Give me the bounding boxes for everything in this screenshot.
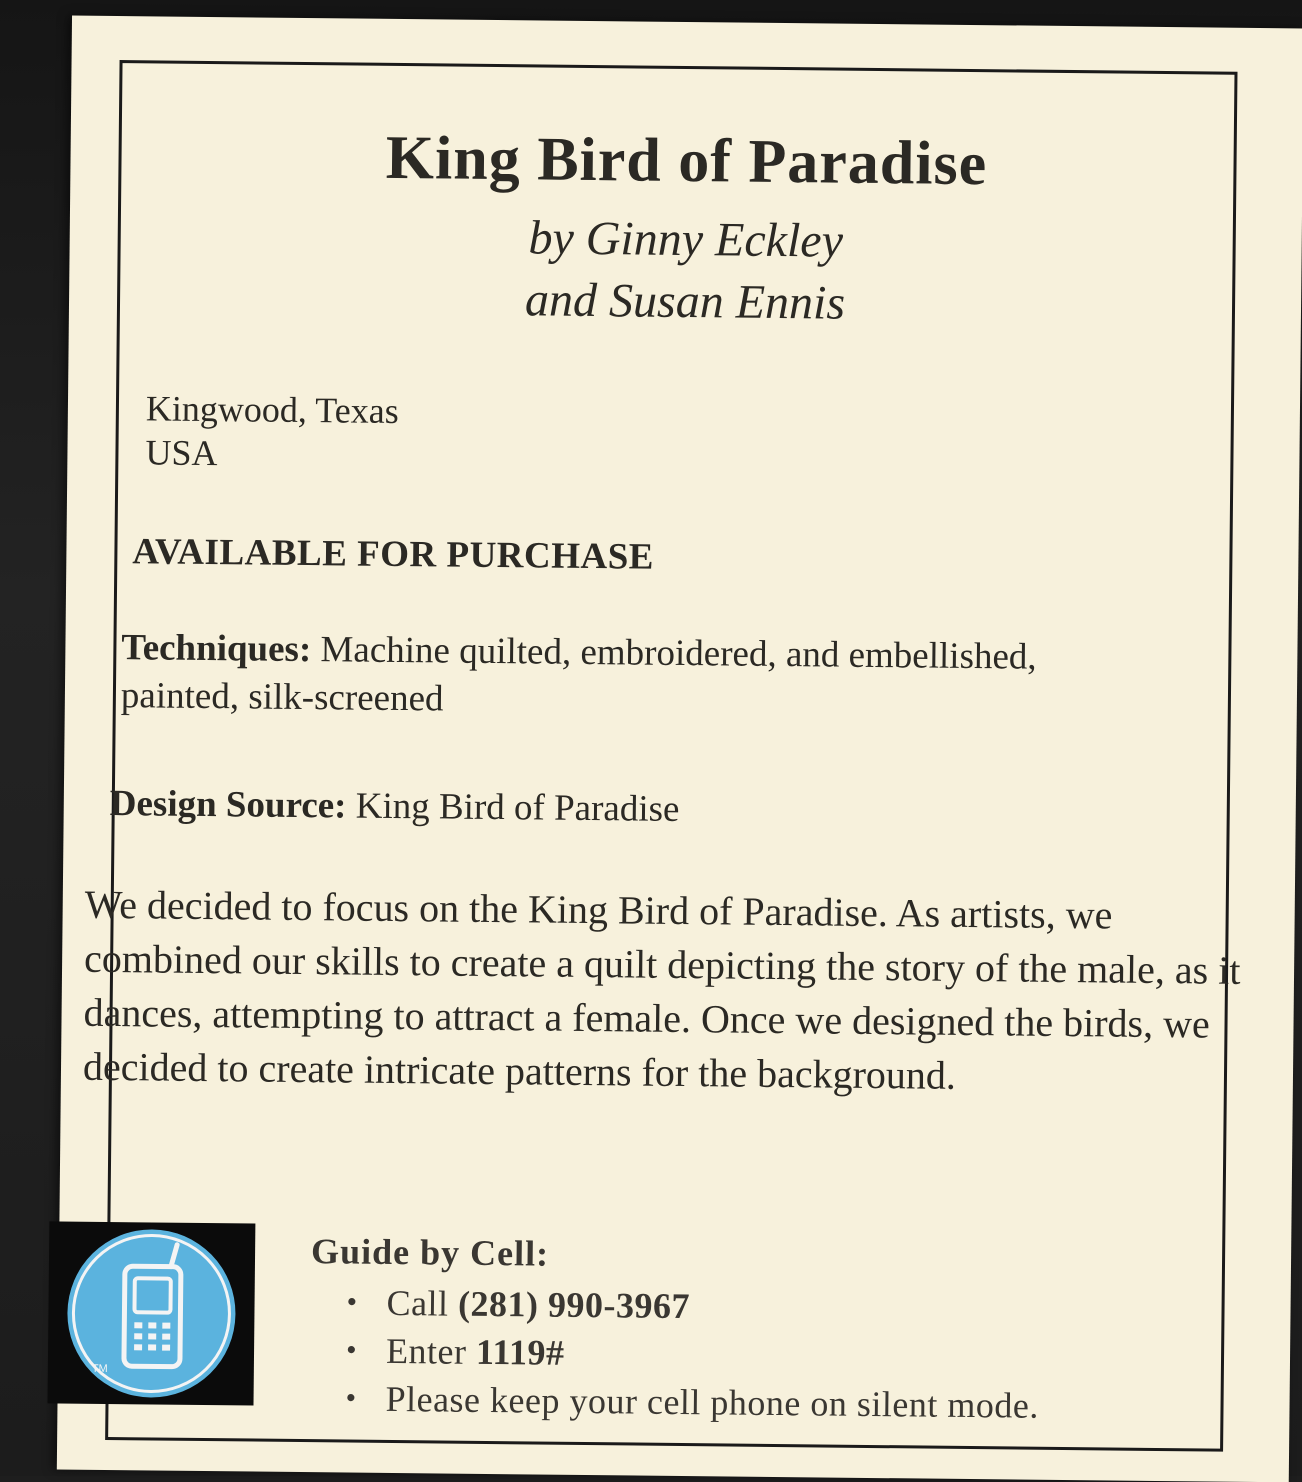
location-city: Kingwood, Texas <box>145 388 399 431</box>
phone-number: (281) 990-3967 <box>457 1283 691 1327</box>
guide-item-text: Please keep your cell phone on silent mode. <box>385 1378 1040 1426</box>
guide-item-enter <box>310 1326 1040 1382</box>
guide-item-text: Call <box>386 1282 459 1324</box>
techniques-value: Machine quilted, embroidered, and embellished, painted, silk-screened <box>120 629 1037 720</box>
guide-item-silent <box>309 1374 1039 1430</box>
bullet: • <box>346 1285 358 1319</box>
guide-by-cell <box>309 1230 1040 1430</box>
quilt-title: King Bird of Paradise <box>385 123 988 199</box>
design-source-label: Design Source: <box>109 782 347 827</box>
exhibit-placard <box>57 16 1302 1482</box>
bullet: • <box>345 1333 358 1367</box>
location-block <box>145 386 399 477</box>
techniques-label: Techniques: <box>121 627 312 671</box>
guide-item-text: Enter <box>385 1330 477 1372</box>
guide-by-cell-logo <box>47 1221 255 1405</box>
availability-status: AVAILABLE FOR PURCHASE <box>132 531 655 578</box>
cell-phone-icon <box>47 1221 255 1405</box>
trademark-mark: TM <box>91 1362 108 1375</box>
artist-statement: We decided to focus on the King Bird of Paradise. As artists, we combined our skills to create a quilt depicting the story of the male, as it dances, attempting to attract a female. Once we designed the birds, we decided to create intricate patterns for the background. <box>82 881 1241 1098</box>
guide-item-call <box>310 1278 1040 1334</box>
guide-instructions <box>309 1278 1040 1430</box>
byline-line-1: by Ginny Eckley <box>528 211 844 268</box>
design-source-field <box>110 782 680 831</box>
design-source-value: King Bird of Paradise <box>355 785 680 830</box>
techniques-field <box>121 624 1122 730</box>
stop-code: 1119# <box>475 1331 565 1373</box>
byline-line-2: and Susan Ennis <box>524 273 846 330</box>
guide-title: Guide by Cell: <box>310 1231 550 1274</box>
location-country: USA <box>145 432 218 474</box>
bullet: • <box>345 1381 357 1415</box>
